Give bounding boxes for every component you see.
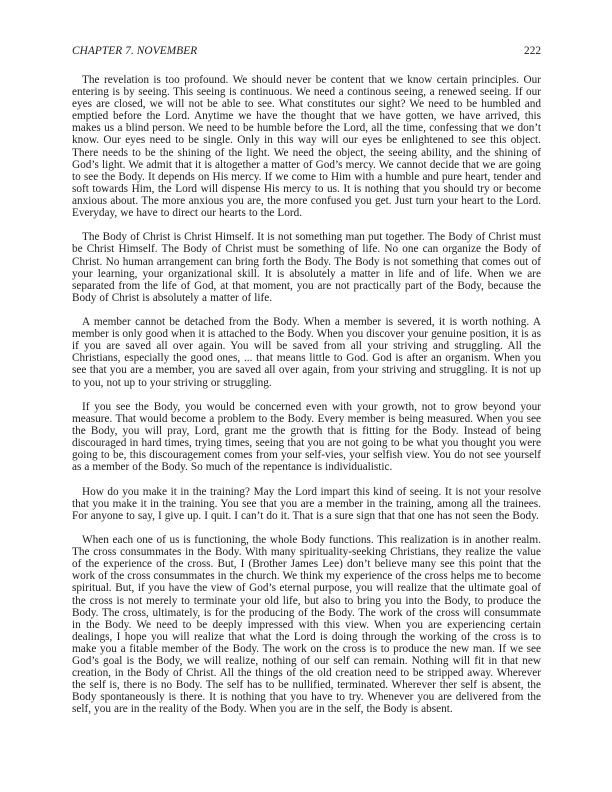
- paragraph-2: The Body of Christ is Christ Himself. It is not something man put together. The Body of Christ must be Christ Himself. The Body of Christ must be something of life. No one can organize the Body of Christ. No human arrangement can bring forth the Body. The Body is not something that comes out of your learning, your organizational skill. It is absolutely a matter in life and of life. When we are separated from the life of God, at that moment, you are not practically part of the Body, because the Body of Christ is absolutely a matter of life.: [72, 231, 541, 304]
- paragraph-6: When each one of us is functioning, the whole Body functions. This realization is in another realm. The cross consummates in the Body. With many spirituality-seeking Christians, they realize the value of the experience of the cross. But, I (Brother James Lee) don’t believe many see this point that the work of the cross consummates in the church. We think my experience of the cross helps me to become spiritual. But, if you have the view of God’s eternal purpose, you will realize that the ultimate goal of the cross is not merely to terminate your old life, but also to bring you into the Body, to produce the Body. The cross, ultimately, is for the producing of the Body. The work of the cross will consummate in the Body. We need to be deeply impressed with this view. When you are experiencing certain dealings, I hope you will realize that what the Lord is doing through the working of the cross is to make you a fitable member of the Body. The work on the cross is to produce the new man. If we see God’s goal is the Body, we will realize, nothing of our self can remain. Nothing will fit in that new creation, in the Body of Christ. All the things of the old creation need to be stripped away. Wherever the self is, there is no Body. The self has to be nullified, terminated. Wherever ther self is absent, the Body spontaneously is there. It is nothing that you have to try. Whenever you are delivered from the self, you are in the reality of the Body. When you are in the self, the Body is absent.: [72, 534, 541, 716]
- paragraph-5: How do you make it in the training? May the Lord impart this kind of seeing. It is not your resolve that you make it in the training. You see that you are a member in the training, among all the trainees. For anyone to say, I give up. I quit. I can’t do it. That is a sure sign that that one has not seen the Body.: [72, 485, 541, 522]
- body-text: [72, 74, 541, 728]
- page-number: 222: [524, 45, 541, 57]
- paragraph-1: The revelation is too profound. We should never be content that we know certain principles. Our entering is by seeing. This seeing is continuous. We need a continous seeing, a renewed seeing. If our eyes are closed, we will not be able to see. What constitutes our sight? We need to be humbled and emptied before the Lord. Anytime we have the thought that we have gotten, we have arrived, this makes us a blind person. We need to be humble before the Lord, all the time, confessing that we don’t know. Our eyes need to be single. Only in this way will our eyes be enlightened to see this object. There needs to be the shining of the light. We need the object, the seeing ability, and the shining of God’s light. We admit that it is altogether a matter of God’s mercy. We cannot decide that we are going to see the Body. It depends on His mercy. If we come to Him with a humble and pure heart, tender and soft towards Him, the Lord will dispense His mercy to us. It is nothing that you should try or become anxious about. The more anxious you are, the more confused you get. Just turn your heart to the Lord. Everyday, we have to direct our hearts to the Lord.: [72, 74, 541, 220]
- paragraph-4: If you see the Body, you would be concerned even with your growth, not to grow beyond your measure. That would become a problem to the Body. Every member is being measured. When you see the Body, you will pray, Lord, grant me the growth that is fitting for the Body. Instead of being discouraged in hard times, trying times, seeing that you are not going to be what you thought you were going to be, this discouragement comes from your self-vies, your selfish view. You do not see yourself as a member of the Body. So much of the repentance is individualistic.: [72, 400, 541, 474]
- chapter-title: CHAPTER 7. NOVEMBER: [72, 45, 198, 57]
- running-header: [72, 45, 541, 59]
- paragraph-3: A member cannot be detached from the Body. When a member is severed, it is worth nothing. A member is only good when it is attached to the Body. When you discover your genuine position, it is as if you are saved all over again. You will be saved from all your striving and struggling. All the Christians, especially the good ones, ... that means little to God. God is after an organism. When you see that you are a member, you are saved all over again, from your striving and struggling. It is not up to you, not up to your striving or struggling.: [72, 316, 541, 389]
